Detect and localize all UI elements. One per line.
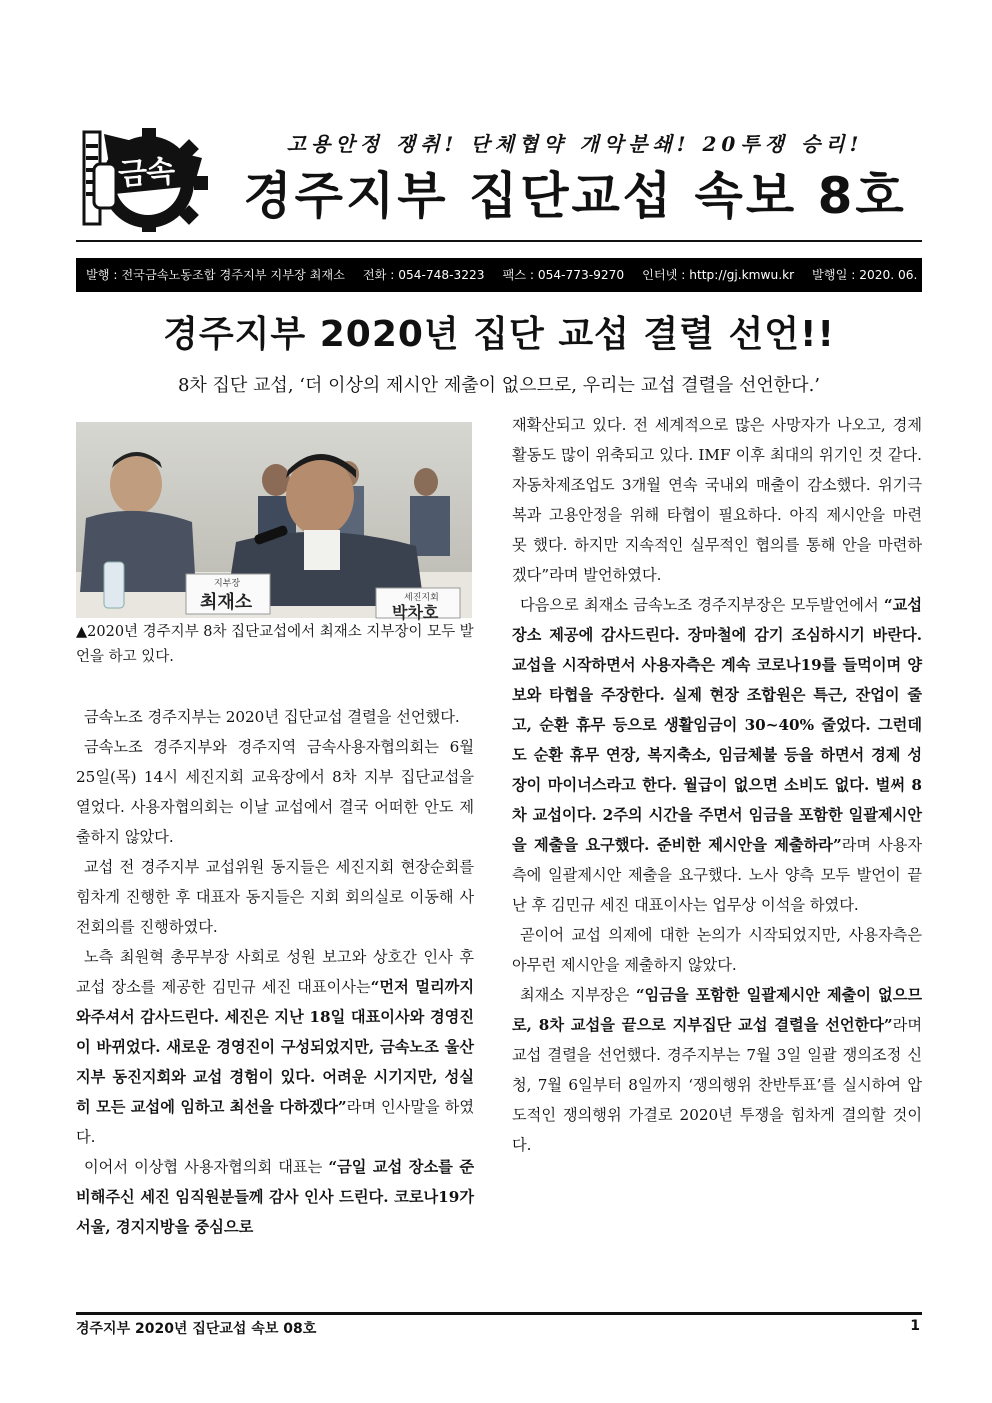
union-logo xyxy=(74,124,214,232)
article-subhead: 8차 집단 교섭, ‘더 이상의 제시안 제출이 없으므로, 우리는 교섭 결렬을 선언한다.’ xyxy=(177,375,821,396)
paragraph: 금속노조 경주지부와 경주지역 금속사용자협의회는 6월 25일(목) 14시 세진지회 교육장에서 8차 지부 집단교섭을 열었다. 사용자협의회는 이날 교섭에서 결국 어떠한 안도 제출하지 않았다. xyxy=(76,738,474,846)
footer-title: 경주지부 2020년 집단교섭 속보 08호 xyxy=(76,1321,317,1337)
paragraph-text: 이어서 이상협 사용자협의회 대표는 xyxy=(84,1158,323,1176)
slogan: 고용안정 쟁취! 단체협약 개악분쇄! 20투쟁 승리! xyxy=(286,132,864,156)
paragraph: 교섭 전 경주지부 교섭위원 동지들은 세진지회 현장순회를 힘차게 진행한 후 대표자 동지들은 지회 회의실로 이동해 사전회의를 진행하였다. xyxy=(76,858,474,936)
nameplate-role-2: 세진지회 xyxy=(404,593,439,603)
internet-info[interactable]: 인터넷 : http://gj.kmwu.kr xyxy=(642,268,795,282)
paragraph: 재확산되고 있다. 전 세계적으로 많은 사망자가 나오고, 경제활동도 많이 위축되고 있다. IMF 이후 최대의 위기인 것 같다. 자동차제조업도 3개월 연속 국내외 매출이 감소했다. 위기극복과 고용안정을 위해 타협이 필요하다. 아직 제시안을 마련 못 했다. 하지만 지속적인 실무적인 협의를 통해 안을 마련하겠다”라며 발언하였다. xyxy=(512,416,922,584)
paragraph xyxy=(512,980,922,1160)
paragraph-text: 다음으로 최재소 금속노조 경주지부장은 모두발언에서 xyxy=(520,596,879,614)
paragraph-text: 노측 최원혁 총무부장 사회로 성원 보고와 상호간 인사 후 교섭 장소를 제공한 김민규 세진 대표이사는 xyxy=(76,948,474,996)
quote-text: “먼저 멀리까지 와주셔서 감사드린다. 세진은 지난 18일 대표이사와 경영진이 바뀌었다. 새로운 경영진이 구성되었지만, 금속노조 울산지부 동진지회와 교섭 경험이 있다. 어려운 시기지만, 성실히 모든 교섭에 임하고 최선을 다하겠다” xyxy=(76,978,474,1116)
quote-text: “교섭장소 제공에 감사드린다. 장마철에 감기 조심하시기 바란다. 교섭을 시작하면서 사용자측은 계속 코로나19를 들먹이며 양보와 타협을 주장한다. 실제 현장 조합원은 특근, 잔업이 줄고, 순환 휴무 등으로 생활임금이 30~40% 줄었다. 그런데도 순환 휴무 연장, 복지축소, 임금체불 등을 하면서 경제 성장이 마이너스라고 한다. 월급이 없으면 소비도 없다. 벌써 8차 교섭이다. 2주의 시간을 주면서 임금을 포함한 일괄제시안을 제출을 요구했다. 준비한 제시안을 제출하라” xyxy=(512,596,922,854)
nameplate-role-1: 지부장 xyxy=(214,579,241,589)
paragraph-text: 최재소 지부장은 xyxy=(520,986,630,1004)
meeting-photo xyxy=(76,422,472,622)
paragraph-text: 라며 인사말을 하였다. xyxy=(76,1098,474,1146)
quote-text: “금일 교섭 장소를 준비해주신 세진 임직원분들께 감사 인사 드린다. 코로나19가 서울, 경지지방을 중심으로 xyxy=(76,1158,474,1236)
header-divider xyxy=(76,240,922,242)
article-headline: 경주지부 2020년 집단 교섭 결렬 선언!! xyxy=(163,314,835,355)
nameplate-name-1: 최재소 xyxy=(200,592,253,613)
paragraph-text: 라며 사용자측에 일괄제시안 제출을 요구했다. 노사 양측 모두 발언이 끝난 후 김민규 세진 대표이사는 업무상 이석을 하였다. xyxy=(512,836,923,914)
quote-text: “임금을 포함한 일괄제시안 제출이 없으므로, 8차 교섭을 끝으로 지부집단 교섭 결렬을 선언한다” xyxy=(512,986,923,1034)
logo-text: 금속 xyxy=(117,154,176,193)
publish-date: 발행일 : 2020. 06. 25 (목) xyxy=(812,268,962,282)
paragraph: 금속노조 경주지부는 2020년 집단교섭 결렬을 선언했다. xyxy=(84,708,460,726)
paragraph xyxy=(76,942,474,1152)
paragraph-text: 라며 교섭 결렬을 선언했다. 경주지부는 7월 3일 일괄 쟁의조정 신청, 7월 6일부터 8일까지 ‘쟁의행위 찬반투표’를 실시하여 압도적인 쟁의행위 가결로 2020년 투쟁을 힘차게 결의할 것이다. xyxy=(512,1016,922,1154)
paragraph xyxy=(512,590,922,920)
fax-info: 팩스 : 054-773-9270 xyxy=(502,268,625,282)
newsletter-title: 경주지부 집단교섭 속보 8호 xyxy=(243,167,907,225)
phone-info: 전화 : 054-748-3223 xyxy=(362,268,485,282)
photo-caption: ▲2020년 경주지부 8차 집단교섭에서 최재소 지부장이 모두 발언을 하고 있다. xyxy=(76,624,474,665)
paragraph: 곧이어 교섭 의제에 대한 논의가 시작되었지만, 사용자측은 아무런 제시안을 제출하지 않았다. xyxy=(512,926,922,974)
article-left-column xyxy=(76,702,474,1242)
publisher-info: 발행 : 전국금속노동조합 경주지부 지부장 최재소 xyxy=(86,268,345,282)
nameplate-name-2: 박차호 xyxy=(392,603,439,622)
publication-info-bar xyxy=(76,258,962,292)
paragraph xyxy=(76,1152,474,1242)
article-right-column xyxy=(512,410,922,1160)
footer-divider xyxy=(76,1312,922,1315)
page-number: 1 xyxy=(910,1318,920,1334)
